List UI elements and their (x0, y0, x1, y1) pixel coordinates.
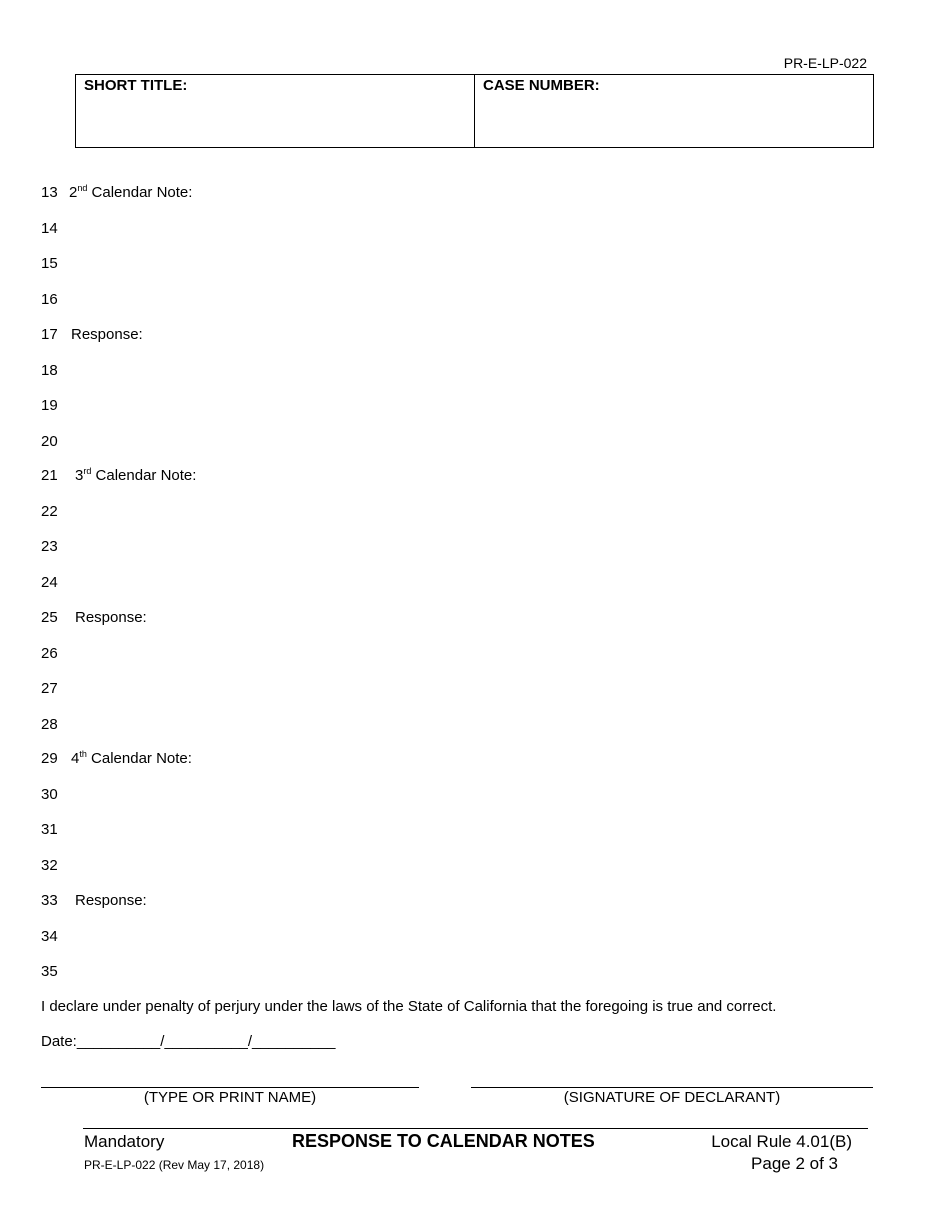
line-21[interactable] (41, 467, 196, 484)
line-20[interactable] (41, 433, 69, 450)
line-28[interactable] (41, 716, 69, 733)
line-35[interactable] (41, 963, 69, 980)
footer-divider (83, 1128, 868, 1129)
line-number: 21 (41, 467, 58, 484)
line-18[interactable] (41, 362, 69, 379)
line-number: 22 (41, 503, 58, 520)
line-34[interactable] (41, 928, 69, 945)
line-number: 32 (41, 857, 58, 874)
date-field[interactable]: Date:__________/__________/__________ (41, 1033, 336, 1050)
response-label: Response: (75, 892, 147, 909)
line-number: 25 (41, 609, 58, 626)
calendar-note-label: 2nd Calendar Note: (69, 183, 193, 201)
line-19[interactable] (41, 397, 69, 414)
line-number: 35 (41, 963, 58, 980)
line-15[interactable] (41, 255, 69, 272)
line-30[interactable] (41, 786, 69, 803)
line-number: 17 (41, 326, 58, 343)
line-31[interactable] (41, 821, 69, 838)
line-26[interactable] (41, 645, 69, 662)
line-number: 34 (41, 928, 58, 945)
response-label: Response: (71, 326, 143, 343)
line-27[interactable] (41, 680, 69, 697)
page-number: Page 2 of 3 (751, 1154, 838, 1173)
line-number: 16 (41, 291, 58, 308)
calendar-note-label: 4th Calendar Note: (71, 749, 192, 767)
line-number: 19 (41, 397, 58, 414)
short-title-field[interactable] (76, 75, 474, 147)
form-code: PR-E-LP-022 (783, 55, 867, 71)
line-33[interactable] (41, 892, 147, 909)
signature-label: (SIGNATURE OF DECLARANT) (563, 1089, 781, 1106)
line-29[interactable] (41, 750, 192, 767)
line-32[interactable] (41, 857, 69, 874)
line-number: 23 (41, 538, 58, 555)
line-number: 27 (41, 680, 58, 697)
caption-box (75, 74, 874, 148)
line-number: 28 (41, 716, 58, 733)
case-number-field[interactable] (474, 75, 873, 147)
line-14[interactable] (41, 220, 69, 237)
line-25[interactable] (41, 609, 147, 626)
print-name-label: (TYPE OR PRINT NAME) (143, 1089, 317, 1106)
line-22[interactable] (41, 503, 69, 520)
line-number: 13 (41, 184, 58, 201)
line-number: 33 (41, 892, 58, 909)
line-number: 18 (41, 362, 58, 379)
line-16[interactable] (41, 291, 69, 308)
response-label: Response: (75, 609, 147, 626)
line-number: 26 (41, 645, 58, 662)
local-rule-reference: Local Rule 4.01(B) (711, 1132, 852, 1151)
line-number: 24 (41, 574, 58, 591)
line-17[interactable] (41, 326, 143, 343)
line-13[interactable] (41, 184, 192, 201)
line-number: 20 (41, 433, 58, 450)
short-title-label: SHORT TITLE: (84, 77, 188, 94)
case-number-label: CASE NUMBER: (483, 77, 600, 94)
line-number: 14 (41, 220, 58, 237)
line-24[interactable] (41, 574, 69, 591)
calendar-note-label: 3rd Calendar Note: (75, 466, 197, 484)
line-number: 15 (41, 255, 58, 272)
form-title: RESPONSE TO CALENDAR NOTES (292, 1131, 595, 1151)
footer-mandatory: Mandatory (84, 1132, 165, 1151)
perjury-declaration: I declare under penalty of perjury under the laws of the State of California that the foregoing is true and correct. (41, 998, 777, 1015)
signature-field[interactable] (471, 1087, 873, 1106)
line-number: 31 (41, 821, 58, 838)
print-name-field[interactable] (41, 1087, 419, 1106)
line-number: 29 (41, 750, 58, 767)
line-23[interactable] (41, 538, 69, 555)
line-number: 30 (41, 786, 58, 803)
form-revision: PR-E-LP-022 (Rev May 17, 2018) (84, 1158, 265, 1172)
